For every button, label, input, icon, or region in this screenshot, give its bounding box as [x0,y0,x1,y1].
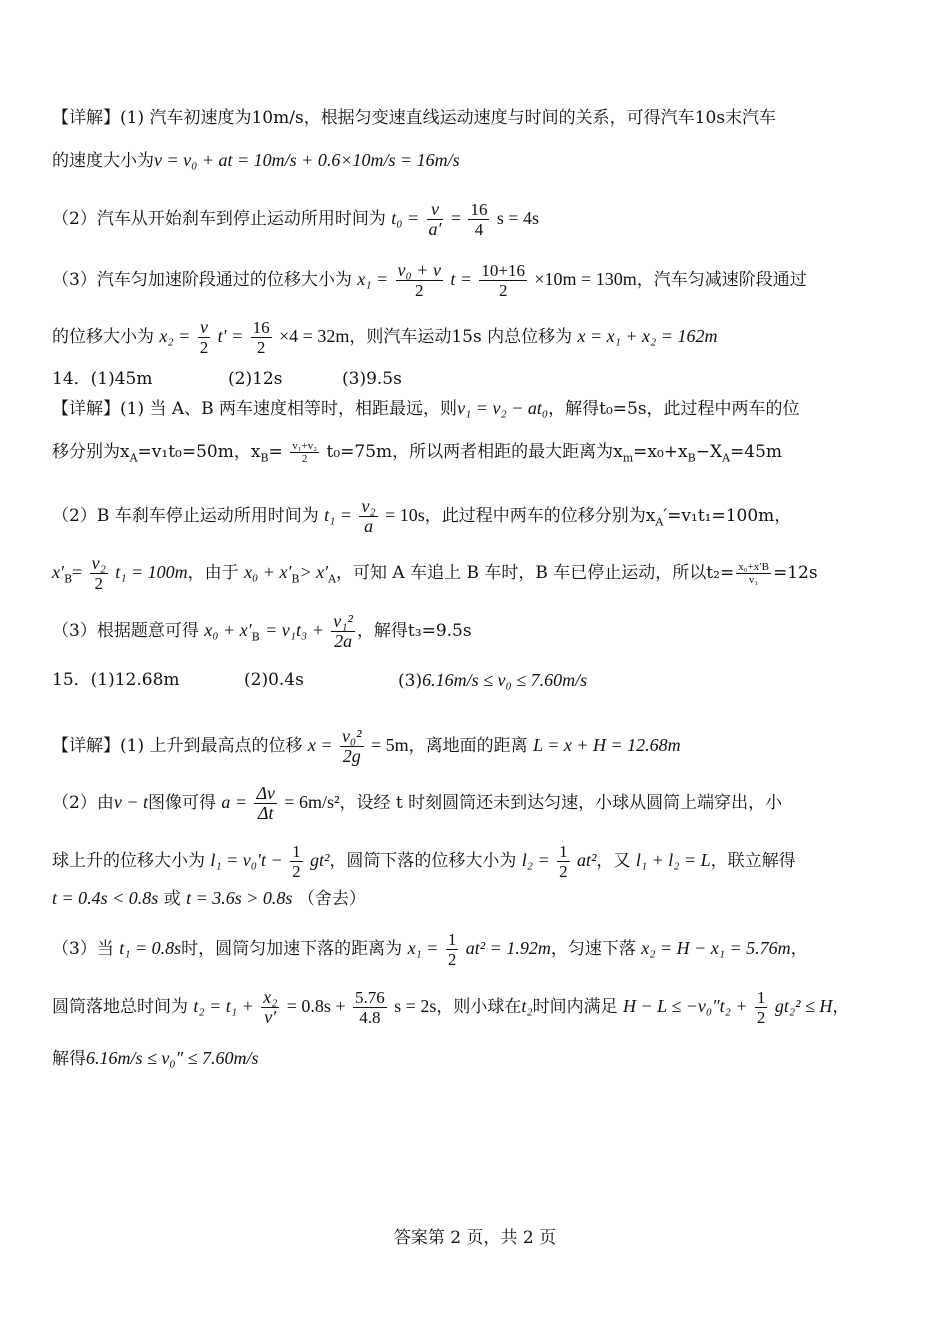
para-14-line1: 【详解】(1) 当 A、B 两车速度相等时，相距最远，则v₁ = v₂ − at₀，解得t₀=5s，此过程中两车的位 [52,398,800,419]
fraction: $\frac{\text{v₂}}{2}$ [91,553,106,593]
fraction: $\frac{\text{v₂}}{a}$ [361,496,376,536]
para-15-part2-line3: t = 0.4s < 0.8s 或 t = 3.6s > 0.8s （舍去） [52,888,366,909]
answer-15: 15．(1)12.68m (2)0.4s (3)6.16m/s ≤ v₀ ≤ 7.60m/s [52,670,588,691]
para-15-line1: 【详解】(1) 上升到最高点的位移 x = $\frac{\text{v₀²}}{2g}$ = 5m，离地面的距离 L = x + H = 12.68m [52,726,681,766]
fraction: $\frac{v}{a'}$ [428,199,442,239]
para-15-part2-line1: （2）由v − t图像可得 a = $\frac{\Delta v}{\Delta t}$ = 6m/s²，设经 t 时刻圆筒还未到达匀速，小球从圆筒上端穿出，小 [52,783,783,823]
page-footer: 答案第 2 页，共 2 页 [393,1228,557,1248]
fraction: $\frac{16}{4}$ [470,200,488,239]
fraction: $\frac{1}{2}$ [756,988,766,1027]
fraction: $\frac{10+16}{2}$ [481,261,525,300]
para-13-part3-line2: 的位移大小为 x₂ = $\frac{v}{2}$ t′ = $\frac{16}{2}$ ×4 = 32m，则汽车运动15s 内总位移为 x = x₁ + x₂ = 162m [52,317,718,357]
para-13-part3-line1: （3）汽车匀加速阶段通过的位移大小为 x₁ = $\frac{\text{v₀ + v}}{2}$ t = $\frac{10+16}{2}$ ×10m = 130m，汽车匀减速阶段通过 [52,260,807,300]
para-15-part3-line1: （3）当 t₁ = 0.8s时，圆筒匀加速下落的距离为 x₁ = $\frac{1}{2}$ at² = 1.92m，匀速下落 x₂ = H − x₁ = 5.76m， [52,930,808,969]
fraction: $\frac{\text{v₀²}}{2g}$ [341,726,362,766]
para-13-part2: （2）汽车从开始刹车到停止运动所用时间为 t₀ = $\frac{v}{a'}$ = $\frac{16}{4}$ s = 4s [52,199,540,239]
para-14-part2-line1: （2）B 车刹车停止运动所用时间为 t₁ = $\frac{\text{v₂}}{a}$ = 10s，此过程中两车的位移分别为$x_A'=v_1t_1=100m$， [52,496,792,536]
para-15-part3-line3: 解得6.16m/s ≤ v₀″ ≤ 7.60m/s [52,1048,259,1069]
para-14-part3: （3）根据题意可得 $x_0 + x'_B = v_1t_3$ + $\frac{\text{v₁²}}{2a}$ ，解得t₃=9.5s [52,611,472,651]
para-14-line2: 移分别为$x_A=v_1t_0=50m$，$x_B=$ $\frac{\text{v₁+v₂}}{2}$ t₀=75m，所以两者相距的最大距离为$x_m=x_0+x_B-X_A=45m$ [52,440,783,465]
para-13-line-1: 【详解】(1) 汽车初速度为10m/s，根据匀变速直线运动速度与时间的关系，可得汽车10s末汽车 [52,108,777,128]
fraction: $\frac{1}{2}$ [447,930,457,969]
fraction: $\frac{\text{x₂}}{v'}$ [263,987,278,1027]
para-15-part2-line2: 球上升的位移大小为 l₁ = v₀′t − $\frac{1}{2}$ gt²，圆筒下落的位移大小为 l₂ = $\frac{1}{2}$ at²，又 l₁ + l₂ = L，联立解得 [52,842,796,881]
para-13-line-2: 的速度大小为v = v₀ + at = 10m/s + 0.6×10m/s = 16m/s [52,150,460,171]
fraction: $\frac{\text{v₁+v₂}}{2}$ [292,440,318,465]
fraction: $\frac{\text{v₁²}}{2a}$ [333,611,353,651]
fraction: $\frac{1}{2}$ [559,842,568,881]
para-14-part2-line2: $x'_B=$ $\frac{\text{v₂}}{2}$ t₁ = 100m，由于 $x_0 + x'_B> x'_A$，可知 A 车追上 B 车时，B 车已停止运动，所以t₂= $\frac{\text{x₀+x′B}}{\text{v₁}}$ =12s [52,553,818,593]
fraction: $\frac{5.76}{4.8}$ [355,988,385,1027]
fraction: $\frac{v}{2}$ [199,317,209,357]
fraction: $\frac{\Delta v}{\Delta t}$ [256,783,275,823]
fraction: $\frac{\text{v₀ + v}}{2}$ [397,260,441,300]
para-15-part3-line2: 圆筒落地总时间为 t₂ = t₁ + $\frac{\text{x₂}}{v'}$ = 0.8s + $\frac{5.76}{4.8}$ s = 2s，则小球在t₂时间内满足 H − L ≤ −v₀″t₂ + $\frac{1}{2}$ gt₂² ≤ H， [52,987,850,1027]
fraction: $\frac{1}{2}$ [292,842,301,881]
fraction: $\frac{16}{2}$ [252,318,270,357]
answer-14: 14．(1)45m (2)12s (3)9.5s [52,369,402,389]
fraction: $\frac{\text{x₀+x′B}}{\text{v₁}}$ [738,561,769,586]
